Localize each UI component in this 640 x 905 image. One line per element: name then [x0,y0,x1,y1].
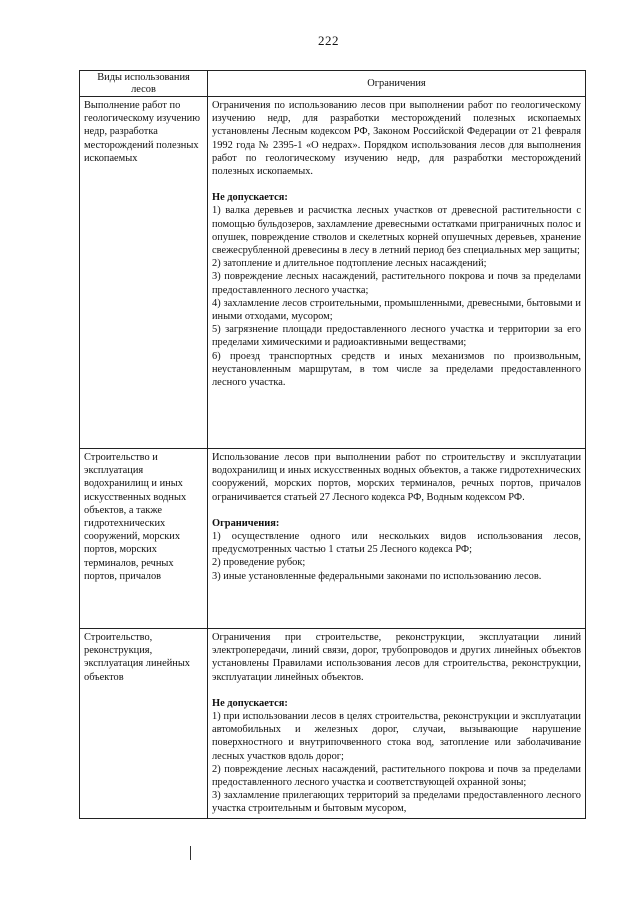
table-row [80,449,586,629]
restrictions-intro: Ограничения по использованию лесов при выполнении работ по геологическому изучению недр, для разработки месторождений полезных ископаемых установлены Лесным кодексом РФ, Законом Российской Федерации от 21 февраля 1992 года № 2395-1 «О недрах». Порядком использования лесов для выполнения работ по геологическому изучению недр, для разработки месторождений полезных ископаемых. [212,100,581,178]
list-item: 3) иные установленные федеральными законами по использованию лесов. [212,570,542,582]
restrictions-cell [208,449,586,629]
restrictions-intro: Ограничения при строительстве, реконструкции, эксплуатации линий электропередачи, линий связи, дорог, трубопроводов и других линейных объектов установлены Правилами использования лесов для строительства, реконструкции, эксплуатации линейных объектов. [212,632,581,683]
scan-mark [190,846,191,860]
usage-type-cell: Строительство и эксплуатация водохранилищ и иных искусственных водных объектов, а также гидротехнических сооружений, морских портов, морских терминалов, речных портов, причалов [80,449,208,629]
usage-type-cell: Строительство, реконструкция, эксплуатация линейных объектов [80,629,208,819]
list-item: 2) повреждение лесных насаждений, растительного покрова и почв за пределами предоставленного лесного участка и соответствующей охранной зоны; [212,763,581,789]
table-header-row [80,71,586,97]
restrictions-list [212,710,581,816]
list-item: 2) затопление и длительное подтопление лесных насаждений; [212,258,487,270]
header-usage-types: Виды использования лесов [80,71,208,97]
header-restrictions: Ограничения [208,71,586,97]
page-number: 222 [318,33,339,48]
list-item: 3) повреждение лесных насаждений, растительного покрова и почв за пределами предоставленного лесного участка; [212,271,581,296]
restrictions-heading: Не допускается: [212,697,288,709]
restrictions-table [79,70,586,819]
restrictions-cell [208,97,586,449]
restrictions-heading: Ограничения: [212,517,280,529]
list-item: 3) захламление прилегающих территорий за пределами предоставленного лесного участка строительным и бытовым мусором, [212,790,581,815]
list-item: 4) захламление лесов строительными, промышленными, древесными, бытовыми и иными отходами, мусором; [212,297,581,323]
list-item: 1) валка деревьев и расчистка лесных участков от древесной растительности с помощью бульдозеров, захламление древесными остатками приграничных полос и опушек, повреждение стволов и скелетных корней опушечных деревьев, хранение свежесрубленной древесины в лесу в летний период без специальных мер защиты; [212,205,581,257]
list-item: 1) осуществление одного или нескольких видов использования лесов, предусмотренных частью 1 статьи 25 Лесного кодекса РФ; [212,531,581,556]
restrictions-cell [208,629,586,819]
list-item: 1) при использовании лесов в целях строительства, реконструкции и эксплуатации автомобильных и железных дорог, случаи, вызывающие нарушение поверхностного и внутрипочвенного стока вод, затопление или заболачивание лесных участков вдоль дорог; [212,711,581,762]
restrictions-list [212,530,581,583]
table-row [80,97,586,449]
restrictions-intro: Использование лесов при выполнении работ по строительству и эксплуатации водохранилищ и иных искусственных водных объектов, а также гидротехнических сооружений, морских портов, морских терминалов, речных портов, причалов ограничивается статьей 27 Лесного кодекса РФ, Водным кодексом РФ. [212,452,581,503]
table-row [80,629,586,819]
usage-type-cell: Выполнение работ по геологическому изучению недр, разработка месторождений полезных ископаемых [80,97,208,449]
list-item: 2) проведение рубок; [212,557,306,569]
restrictions-heading: Не допускается: [212,192,288,204]
list-item: 6) проезд транспортных средств и иных механизмов по произвольным, неустановленным маршрутам, в том числе за пределами предоставленного лесного участка. [212,350,581,389]
restrictions-list [212,204,581,389]
list-item: 5) загрязнение площади предоставленного лесного участка и территории за его пределами химическими и радиоактивными веществами; [212,324,581,349]
